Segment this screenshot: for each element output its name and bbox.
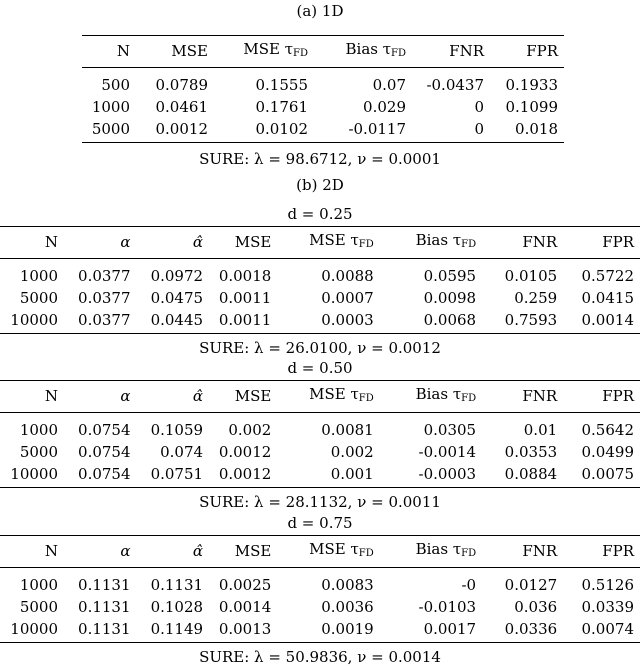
table-cell: 0.0461 bbox=[155, 98, 208, 116]
header-mse-tau: MSE $\tau_{FD}$ bbox=[277, 227, 379, 259]
header-n: N bbox=[0, 381, 64, 413]
header-n: N bbox=[82, 36, 136, 68]
table-cell: 1000 bbox=[19, 576, 58, 594]
table-cell: 0.1099 bbox=[505, 98, 558, 116]
table-row bbox=[82, 96, 564, 118]
table-cell: 10000 bbox=[0, 463, 64, 488]
table-cell: 0.002 bbox=[330, 443, 374, 461]
table-cell: 0.0083 bbox=[321, 576, 374, 594]
table-cell: 0.0377 bbox=[78, 267, 131, 285]
table-cell: 0.0011 bbox=[218, 289, 272, 307]
table-cell: 10000 bbox=[0, 618, 64, 643]
header-mse: MSE bbox=[209, 381, 277, 413]
header-alpha: α bbox=[64, 536, 137, 568]
header-fnr: FNR bbox=[482, 381, 563, 413]
table-cell: 0.259 bbox=[514, 289, 558, 307]
header-fpr: FPR bbox=[563, 227, 640, 259]
table-2d bbox=[0, 226, 640, 334]
table-cell: 0.1131 bbox=[150, 576, 204, 594]
caption-2d: (b) 2D bbox=[296, 176, 344, 194]
table-row bbox=[0, 596, 640, 618]
table-cell: 1000 bbox=[19, 421, 58, 439]
table-cell: 0.0007 bbox=[321, 289, 374, 307]
table-cell: 0.0012 bbox=[218, 443, 272, 461]
table-cell: 0.0081 bbox=[321, 421, 374, 439]
table-row bbox=[0, 618, 640, 643]
sure-line: SURE: λ = 26.0100, ν = 0.0012 bbox=[199, 339, 441, 357]
header-bias-tau: Bias $\tau_{FD}$ bbox=[380, 536, 482, 568]
table-cell: -0 bbox=[461, 576, 477, 594]
header-bias-tau: Bias $\tau_{FD}$ bbox=[314, 36, 412, 68]
table-cell: 0.0972 bbox=[150, 267, 204, 285]
table-1d bbox=[82, 35, 564, 143]
table-cell: 0.5642 bbox=[581, 421, 634, 439]
table-cell: 0.0019 bbox=[277, 618, 379, 643]
table-cell: 0.0377 bbox=[78, 289, 131, 307]
table-row bbox=[82, 118, 564, 143]
table-cell: 0.0003 bbox=[277, 309, 379, 334]
table-cell: 0.0789 bbox=[155, 76, 208, 94]
table-cell: 0.0075 bbox=[563, 463, 640, 488]
table-cell: 1000 bbox=[19, 267, 58, 285]
table-cell: 0.07 bbox=[372, 76, 406, 94]
header-mse: MSE bbox=[209, 227, 277, 259]
table-cell: -0.0437 bbox=[426, 76, 484, 94]
table-2d bbox=[0, 535, 640, 643]
table-cell: 10000 bbox=[0, 309, 64, 334]
table-cell: 0.018 bbox=[490, 118, 564, 143]
table-row bbox=[0, 441, 640, 463]
table-cell: 0.074 bbox=[160, 443, 204, 461]
header-alpha: α bbox=[64, 227, 137, 259]
table-cell: 0.0098 bbox=[423, 289, 477, 307]
table-cell: 0.0105 bbox=[504, 267, 558, 285]
table-cell: 0.0036 bbox=[321, 598, 374, 616]
table-row bbox=[0, 287, 640, 309]
table-cell: 0.0445 bbox=[137, 309, 210, 334]
header-fnr: FNR bbox=[482, 536, 563, 568]
table-cell: -0.0014 bbox=[418, 443, 477, 461]
caption-1d: (a) 1D bbox=[296, 2, 344, 20]
table-cell: 0.0018 bbox=[218, 267, 272, 285]
table-cell: 0.0339 bbox=[581, 598, 634, 616]
table-cell: 0.0595 bbox=[423, 267, 477, 285]
table-2d bbox=[0, 380, 640, 488]
table-cell: 0.1131 bbox=[78, 598, 131, 616]
table-cell: 0.5126 bbox=[581, 576, 634, 594]
table-row bbox=[0, 413, 640, 442]
table-cell: 0.0127 bbox=[504, 576, 558, 594]
header-alpha-hat: α̂ bbox=[137, 227, 210, 259]
table-cell: 0.0014 bbox=[563, 309, 640, 334]
table-cell: 0.1059 bbox=[150, 421, 204, 439]
d-label: d = 0.75 bbox=[287, 514, 353, 532]
table-cell: 0.0336 bbox=[482, 618, 563, 643]
header-mse-tau: MSE $\tau_{FD}$ bbox=[214, 36, 314, 68]
header-mse-tau: MSE $\tau_{FD}$ bbox=[277, 536, 379, 568]
table-cell: 0.1555 bbox=[255, 76, 308, 94]
table-row bbox=[0, 463, 640, 488]
header-fpr: FPR bbox=[490, 36, 564, 68]
table-cell: 0.029 bbox=[363, 98, 406, 116]
header-fpr: FPR bbox=[563, 536, 640, 568]
header-fnr: FNR bbox=[412, 36, 490, 68]
header-alpha-hat: α̂ bbox=[137, 536, 210, 568]
table-cell: -0.0103 bbox=[418, 598, 477, 616]
table-cell: 0.1028 bbox=[150, 598, 204, 616]
header-bias-tau: Bias $\tau_{FD}$ bbox=[380, 227, 482, 259]
table-cell: 0.0013 bbox=[209, 618, 277, 643]
table-cell: 500 bbox=[101, 76, 130, 94]
table-cell: 0.1131 bbox=[64, 618, 137, 643]
table-cell: 0.0499 bbox=[581, 443, 634, 461]
table-cell: 0.0754 bbox=[78, 421, 131, 439]
header-alpha: α bbox=[64, 381, 137, 413]
table-cell: 5000 bbox=[82, 118, 136, 143]
table-cell: 0.0088 bbox=[321, 267, 374, 285]
table-cell: 0.002 bbox=[228, 421, 272, 439]
table-cell: 0.01 bbox=[523, 421, 558, 439]
table-cell: 0.0884 bbox=[482, 463, 563, 488]
d-label: d = 0.50 bbox=[287, 359, 353, 377]
table-cell: 0.0102 bbox=[214, 118, 314, 143]
table-cell: 5000 bbox=[19, 443, 58, 461]
table-cell: 0.0377 bbox=[64, 309, 137, 334]
table-cell: 0 bbox=[412, 118, 490, 143]
table-cell: 0.001 bbox=[277, 463, 379, 488]
d-label: d = 0.25 bbox=[287, 205, 353, 223]
table-cell: 0.1761 bbox=[255, 98, 308, 116]
header-alpha-hat: α̂ bbox=[137, 381, 210, 413]
table-cell: 0.0012 bbox=[136, 118, 214, 143]
table-cell: 0.0025 bbox=[218, 576, 272, 594]
header-fpr: FPR bbox=[563, 381, 640, 413]
table-cell: 0.1149 bbox=[137, 618, 210, 643]
table-cell: 1000 bbox=[91, 98, 130, 116]
table-cell: 0.0017 bbox=[380, 618, 482, 643]
sure-line: SURE: λ = 28.1132, ν = 0.0011 bbox=[199, 493, 441, 511]
table-cell: 0.0415 bbox=[581, 289, 634, 307]
table-cell: 0.0475 bbox=[150, 289, 204, 307]
table-cell: 0.0011 bbox=[209, 309, 277, 334]
sure-line: SURE: λ = 50.9836, ν = 0.0014 bbox=[199, 648, 441, 666]
table-cell: 0.0305 bbox=[423, 421, 477, 439]
table-row bbox=[0, 568, 640, 597]
table-cell: 0.0353 bbox=[504, 443, 558, 461]
header-bias-tau: Bias $\tau_{FD}$ bbox=[380, 381, 482, 413]
table-cell: -0.0003 bbox=[380, 463, 482, 488]
header-n: N bbox=[0, 227, 64, 259]
table-cell: 0.0074 bbox=[563, 618, 640, 643]
header-mse: MSE bbox=[209, 536, 277, 568]
table-cell: 0.0068 bbox=[380, 309, 482, 334]
table-cell: 0.0751 bbox=[137, 463, 210, 488]
table-cell: 0.1933 bbox=[505, 76, 558, 94]
table-cell: 5000 bbox=[19, 289, 58, 307]
table-row bbox=[82, 68, 564, 97]
header-mse: MSE bbox=[136, 36, 214, 68]
table-cell: 0.5722 bbox=[581, 267, 634, 285]
table-row bbox=[0, 259, 640, 288]
sure-1d: SURE: λ = 98.6712, ν = 0.0001 bbox=[199, 150, 441, 168]
table-cell: 0.0754 bbox=[78, 443, 131, 461]
table-cell: 0.036 bbox=[514, 598, 558, 616]
header-n: N bbox=[0, 536, 64, 568]
table-cell: 5000 bbox=[19, 598, 58, 616]
table-cell: 0.7593 bbox=[482, 309, 563, 334]
header-mse-tau: MSE $\tau_{FD}$ bbox=[277, 381, 379, 413]
table-cell: 0.0014 bbox=[218, 598, 272, 616]
table-row bbox=[0, 309, 640, 334]
table-cell: 0 bbox=[474, 98, 484, 116]
table-cell: -0.0117 bbox=[314, 118, 412, 143]
table-cell: 0.0754 bbox=[64, 463, 137, 488]
table-cell: 0.1131 bbox=[78, 576, 131, 594]
table-cell: 0.0012 bbox=[209, 463, 277, 488]
header-fnr: FNR bbox=[482, 227, 563, 259]
